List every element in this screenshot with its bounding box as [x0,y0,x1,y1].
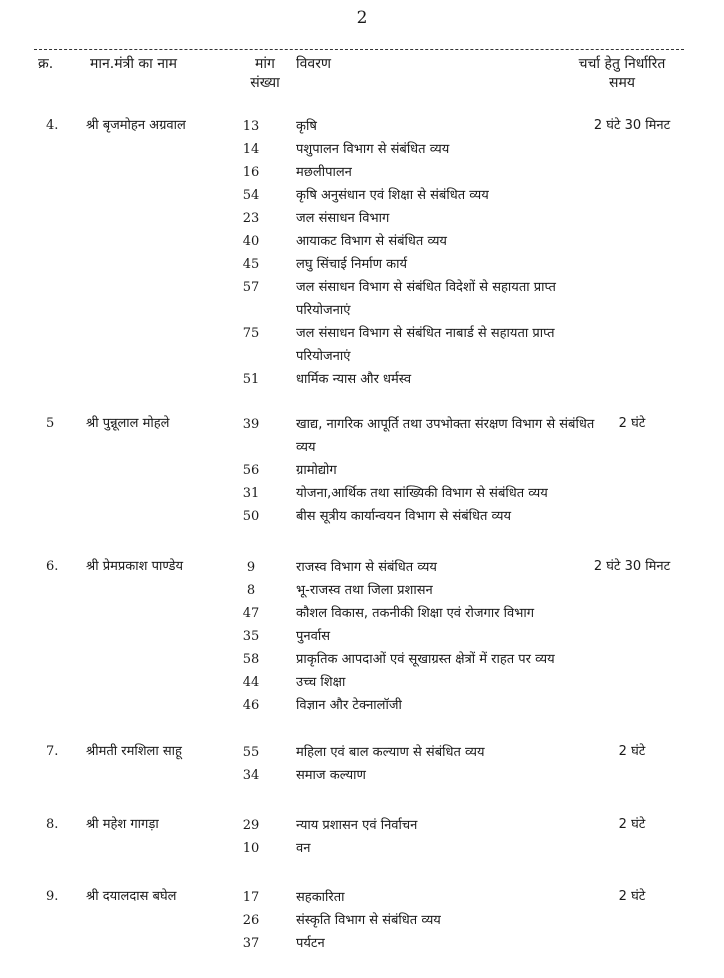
demand-row [0,505,724,528]
demand-description: सहकारिता [296,890,345,905]
demand-number: 31 [242,486,260,501]
demand-number: 55 [242,745,260,760]
minister-name: श्री महेश गागड़ा [86,817,159,832]
demand-number: 14 [242,142,260,157]
demand-description: कृषि अनुसंधान एवं शिक्षा से संबंधित व्यय [296,188,489,203]
demand-description: लघु सिंचाई निर्माण कार्य [296,257,408,272]
demand-description: उच्च शिक्षा [296,675,346,690]
demand-number: 35 [242,629,260,644]
demand-description: महिला एवं बाल कल्याण से संबंधित व्यय [296,745,485,760]
demand-row [0,579,724,602]
demand-description: समाज कल्याण [296,768,366,783]
demand-number: 37 [242,936,260,951]
demand-row [0,694,724,717]
demand-row [0,886,724,909]
demand-number: 34 [242,768,260,783]
demand-row [0,253,724,276]
demand-row [0,115,724,138]
demand-row [0,648,724,671]
demand-description: बीस सूत्रीय कार्यान्वयन विभाग से संबंधित व्यय [296,509,512,524]
demand-row [0,764,724,787]
allotted-time: 2 घंटे 30 मिनट [593,559,671,574]
demand-number: 8 [246,583,256,598]
allotted-time: 2 घंटे [618,416,646,431]
demand-row [0,837,724,860]
demand-row [0,138,724,161]
demand-description: पर्यटन [296,936,325,951]
serial-number: 8. [46,817,59,832]
demand-description: मछलीपालन [296,165,352,180]
demand-row [0,625,724,648]
demand-row [0,207,724,230]
allotted-time: 2 घंटे [618,817,646,832]
page-number: 2 [356,8,368,28]
demand-number: 10 [242,841,260,856]
demand-description: ग्रामोद्योग [296,463,337,478]
demand-row [0,482,724,505]
minister-name: श्री बृजमोहन अग्रवाल [86,118,186,133]
demand-description: न्याय प्रशासन एवं निर्वाचन [296,818,418,833]
demand-row [0,556,724,579]
demand-number: 50 [242,509,260,524]
header-divider [34,49,684,50]
header-demand-number: मांग संख्या [250,56,280,91]
demand-description: वन [296,841,311,856]
demand-description: खाद्य, नागरिक आपूर्ति तथा उपभोक्ता संरक्षण विभाग से संबंधित व्यय [296,417,595,455]
demand-number: 45 [242,257,260,272]
demand-row [0,602,724,625]
demand-number: 58 [242,652,260,667]
demand-row [0,459,724,482]
demand-row [0,322,724,368]
demand-description: पुनर्वास [296,629,330,644]
minister-name: श्री प्रेमप्रकाश पाण्डेय [86,559,184,574]
header-description: विवरण [296,56,332,72]
demand-number: 75 [242,326,260,341]
demand-description: भू-राजस्व तथा जिला प्रशासन [296,583,433,598]
demand-number: 57 [242,280,260,295]
demand-number: 29 [242,818,260,833]
serial-number: 7. [46,744,59,759]
demand-description: योजना,आर्थिक तथा सांख्यिकी विभाग से संबंधित व्यय [296,486,548,501]
serial-number: 6. [46,559,59,574]
demand-number: 13 [242,119,260,134]
demand-number: 9 [246,560,256,575]
demand-description: विज्ञान और टेक्नालॉजी [296,698,402,713]
demand-number: 56 [242,463,260,478]
allotted-time: 2 घंटे [618,889,646,904]
serial-number: 5 [46,416,55,431]
demand-number: 39 [242,417,260,432]
demand-number: 23 [242,211,260,226]
minister-name: श्रीमती रमशिला साहू [86,744,182,759]
demand-row [0,909,724,932]
demand-description: धार्मिक न्यास और धर्मस्व [296,372,412,387]
demand-number: 26 [242,913,260,928]
demand-number: 44 [242,675,260,690]
serial-number: 4. [46,118,59,133]
demand-row [0,814,724,837]
demand-description: जल संसाधन विभाग [296,211,390,226]
demand-description: कृषि [296,119,317,134]
demand-number: 16 [242,165,260,180]
demand-row [0,671,724,694]
demand-description: प्राकृतिक आपदाओं एवं सूखाग्रस्त क्षेत्रों में राहत पर व्यय [296,652,555,667]
allotted-time: 2 घंटे [618,744,646,759]
demand-number: 17 [242,890,260,905]
demand-row [0,368,724,391]
demand-description: पशुपालन विभाग से संबंधित व्यय [296,142,450,157]
demand-number: 46 [242,698,260,713]
demand-row [0,230,724,253]
minister-name: श्री दयालदास बघेल [86,889,177,904]
demand-row [0,276,724,322]
demand-number: 47 [242,606,260,621]
demand-number: 51 [242,372,260,387]
demand-number: 54 [242,188,260,203]
demand-row [0,741,724,764]
minister-name: श्री पुन्नूलाल मोहले [86,416,170,431]
serial-number: 9. [46,889,59,904]
header-serial-number: क्र. [38,56,54,72]
demand-description: आयाकट विभाग से संबंधित व्यय [296,234,447,249]
demand-number: 40 [242,234,260,249]
demand-description: कौशल विकास, तकनीकी शिक्षा एवं रोजगार विभाग [296,606,535,621]
demand-row [0,413,724,459]
demand-description: संस्कृति विभाग से संबंधित व्यय [296,913,441,928]
demand-row [0,184,724,207]
header-allotted-time: चर्चा हेतु निर्धारित समय [578,56,666,91]
demand-row [0,161,724,184]
demand-description: राजस्व विभाग से संबंधित व्यय [296,560,437,575]
header-minister-name: मान.मंत्री का नाम [90,56,177,72]
allotted-time: 2 घंटे 30 मिनट [593,118,671,133]
demand-description: जल संसाधन विभाग से संबंधित नाबार्ड से सहायता प्राप्त परियोजनाएं [296,326,555,364]
demand-row [0,932,724,955]
demand-description: जल संसाधन विभाग से संबंधित विदेशों से सहायता प्राप्त परियोजनाएं [296,280,556,318]
